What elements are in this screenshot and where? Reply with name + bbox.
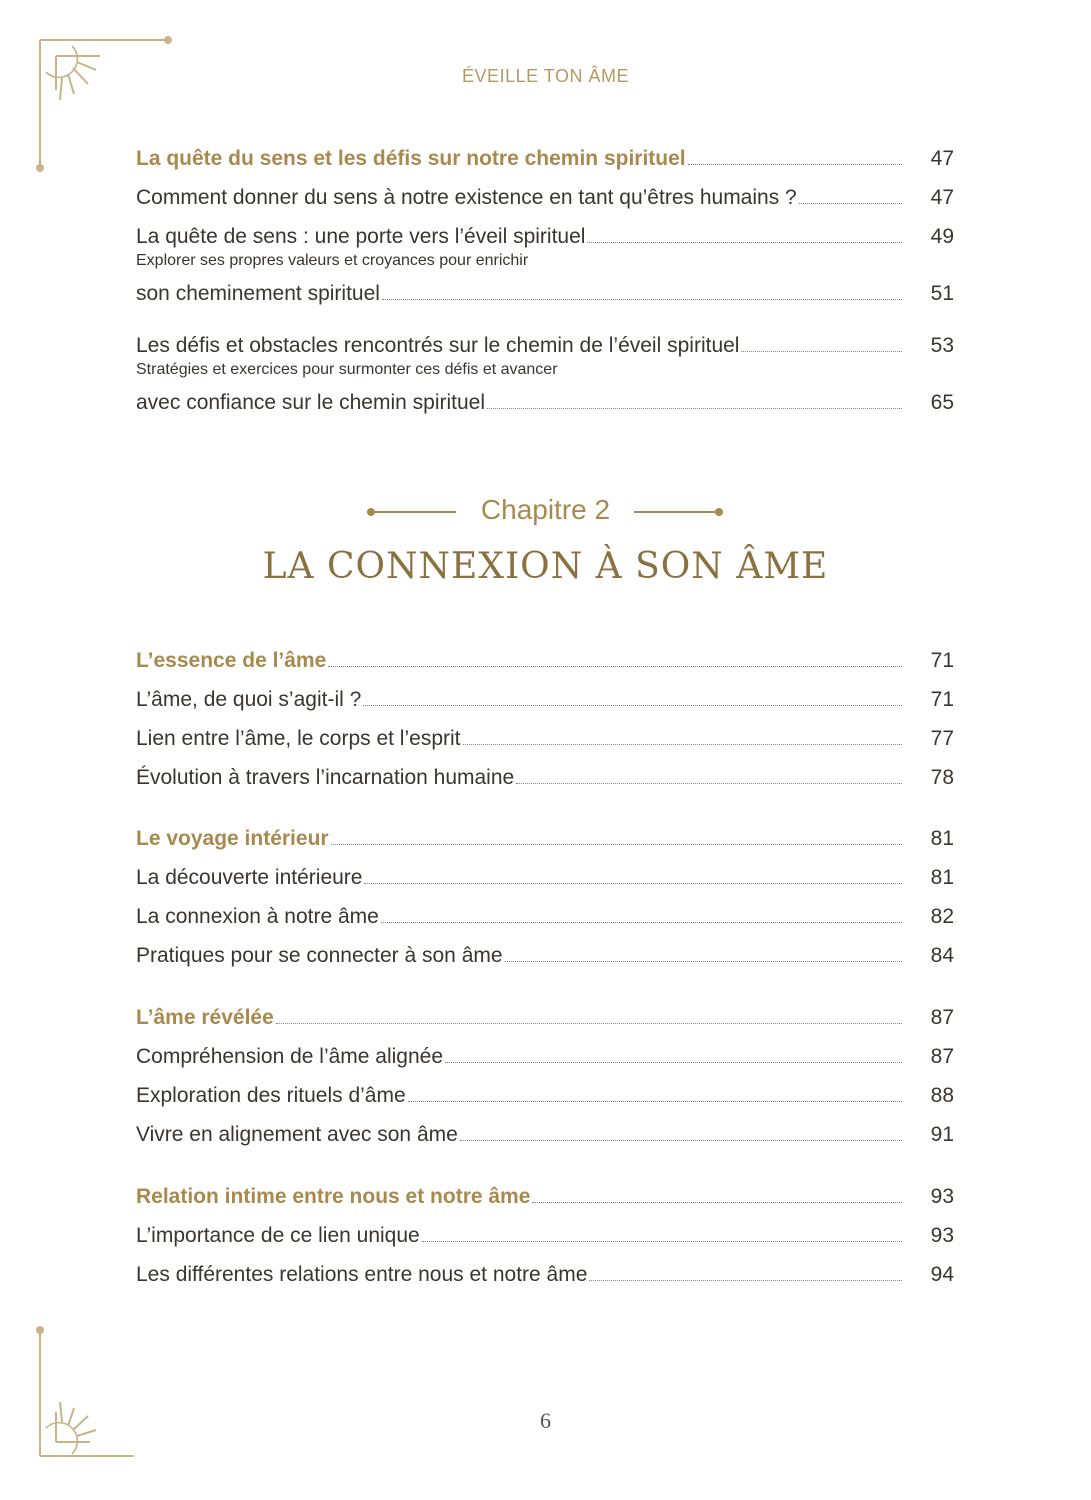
dot-leader (460, 1140, 902, 1141)
toc-entry-row[interactable] (136, 932, 954, 971)
toc-entry-row[interactable] (136, 676, 954, 715)
dot-leader (445, 1062, 902, 1063)
dot-leader (516, 783, 902, 784)
dot-leader (331, 844, 902, 845)
toc-heading-row[interactable] (136, 1173, 954, 1212)
chapter-title: LA CONNEXION À SON ÂME (262, 546, 829, 587)
toc-heading-row[interactable] (136, 637, 954, 676)
toc-entry-text: La connexion à notre âme (136, 905, 379, 928)
corner-ornament-bottom (30, 1320, 180, 1470)
toc-heading-row[interactable] (136, 815, 954, 854)
page-number: 87 (930, 1045, 954, 1068)
toc-heading-text: L’essence de l’âme (136, 649, 327, 672)
dot-leader (381, 922, 902, 923)
toc-entry-row[interactable] (136, 1111, 954, 1150)
toc-heading-text: Le voyage intérieur (136, 827, 329, 850)
toc-group (136, 815, 954, 971)
dot-leader (364, 883, 902, 884)
page-number: 47 (930, 186, 954, 209)
toc-entry-text: Exploration des rituels d’âme (136, 1084, 406, 1107)
page-number: 88 (930, 1084, 954, 1107)
page-number: 81 (930, 866, 954, 889)
toc-entry-text-line2: son cheminement spirituel (136, 282, 380, 305)
page-number: 53 (930, 334, 954, 357)
toc-heading-text: Relation intime entre nous et notre âme (136, 1185, 531, 1208)
toc-heading-text: La quête du sens et les défis sur notre chemin spirituel (136, 147, 686, 170)
dot-leader (422, 1241, 902, 1242)
toc-heading-row[interactable] (136, 994, 954, 1033)
page-number: 81 (930, 827, 954, 850)
toc-entry-text: Évolution à travers l’incarnation humaine (136, 766, 515, 789)
dot-leader (463, 744, 903, 745)
toc-entry-text-line1: Stratégies et exercices pour surmonter ces défis et avancer (136, 361, 558, 378)
toc-entry-text: Les défis et obstacles rencontrés sur le chemin de l’éveil spirituel (136, 334, 740, 357)
toc-entry-text: La découverte intérieure (136, 866, 363, 889)
toc-entry-row[interactable] (136, 1212, 954, 1251)
dot-leader (505, 961, 902, 962)
page-number: 78 (930, 766, 954, 789)
toc-entry-row[interactable] (136, 213, 954, 252)
page-folio: 6 (540, 1408, 551, 1433)
toc-entry-row[interactable] (136, 715, 954, 754)
toc-entry-row[interactable] (136, 854, 954, 893)
toc-entry-text: Comment donner du sens à notre existence en tant qu’êtres humains ? (136, 186, 797, 209)
page-number: 65 (930, 391, 954, 414)
dot-leader (688, 164, 902, 165)
dot-leader (799, 203, 902, 204)
page-number: 84 (930, 944, 954, 967)
page-number: 77 (930, 727, 954, 750)
toc-group (136, 994, 954, 1150)
page-number: 93 (930, 1224, 954, 1247)
toc-entry-two-line[interactable] (136, 361, 954, 431)
toc-group (136, 637, 954, 793)
toc-entry-row[interactable] (136, 322, 954, 361)
toc-entry-row[interactable] (136, 1072, 954, 1111)
toc-heading-row[interactable] (136, 135, 954, 174)
dot-leader (587, 242, 902, 243)
toc-entry-row[interactable] (136, 174, 954, 213)
chapter-rule-right (634, 511, 718, 513)
dot-leader (487, 408, 902, 409)
toc-entry-row[interactable] (136, 1251, 954, 1290)
dot-leader (589, 1280, 902, 1281)
dot-leader (532, 1202, 902, 1203)
page-number: 49 (930, 225, 954, 248)
chapter-label: Chapitre 2 (480, 494, 611, 525)
page-number: 51 (930, 282, 954, 305)
toc-heading-text: L’âme révélée (136, 1006, 274, 1029)
dot-leader (408, 1101, 902, 1102)
page-number: 93 (930, 1185, 954, 1208)
toc-entry-text: L’importance de ce lien unique (136, 1224, 420, 1247)
toc-entry-row[interactable] (136, 754, 954, 793)
toc-entry-row[interactable] (136, 893, 954, 932)
page-number: 71 (930, 688, 954, 711)
toc-entry-two-line[interactable] (136, 252, 954, 322)
page-number: 82 (930, 905, 954, 928)
toc-section-1 (136, 135, 954, 431)
toc-entry-text: Vivre en alignement avec son âme (136, 1123, 458, 1146)
toc-group (136, 1173, 954, 1290)
page-number: 71 (930, 649, 954, 672)
toc-entry-text: Pratiques pour se connecter à son âme (136, 944, 503, 967)
toc-entry-text-line2: avec confiance sur le chemin spirituel (136, 391, 486, 414)
toc-entry-text: Les différentes relations entre nous et notre âme (136, 1263, 588, 1286)
page-number: 87 (930, 1006, 954, 1029)
dot-leader (363, 705, 902, 706)
toc-entry-text: Compréhension de l’âme alignée (136, 1045, 444, 1068)
running-head: ÉVEILLE TON ÂME (462, 66, 629, 86)
toc-entry-text-line1: Explorer ses propres valeurs et croyances pour enrichir (136, 252, 529, 269)
chapter-rule-dot-right (715, 508, 723, 516)
toc-entry-row[interactable] (136, 1033, 954, 1072)
page-number: 94 (930, 1263, 954, 1286)
page-number: 47 (930, 147, 954, 170)
dot-leader (382, 299, 902, 300)
toc-entry-text: Lien entre l’âme, le corps et l’esprit (136, 727, 461, 750)
dot-leader (276, 1023, 902, 1024)
dot-leader (328, 666, 902, 667)
page-number: 91 (930, 1123, 954, 1146)
dot-leader (741, 351, 902, 352)
toc-entry-text: La quête de sens : une porte vers l’éveil spirituel (136, 225, 586, 248)
toc-entry-text: L’âme, de quoi s’agit-il ? (136, 688, 362, 711)
